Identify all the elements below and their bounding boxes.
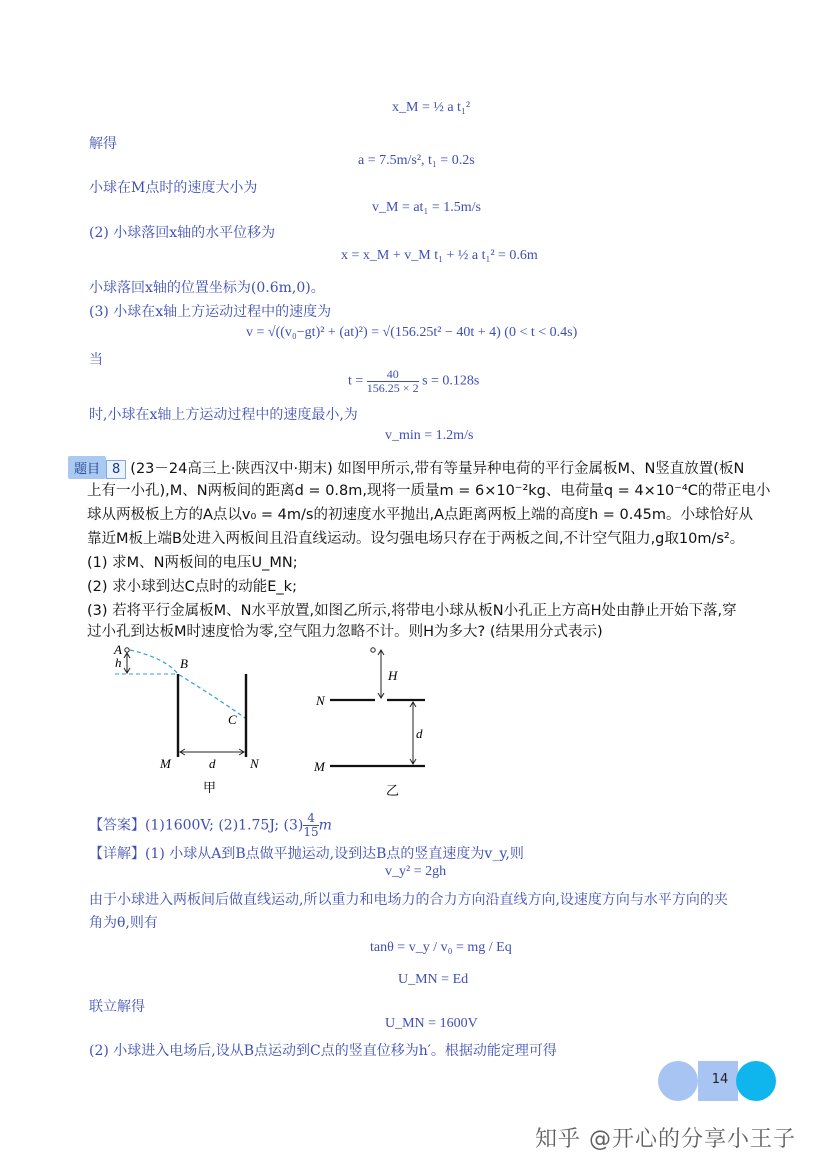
answer-frac-den: 15	[303, 825, 319, 839]
detail-p3: 角为θ,则有	[89, 915, 158, 931]
fig-jia-label-m: M	[160, 756, 171, 771]
fig-jia-label-c: C	[228, 712, 237, 727]
fig-jia-label-d: d	[209, 756, 216, 771]
page-number: 14	[711, 1072, 729, 1087]
figure-yi	[310, 640, 440, 800]
equation-vmin: v_min = 1.2m/s	[385, 428, 474, 443]
question-sub3: (3) 若将平行金属板M、N水平放置,如图乙所示,将带电小球从板N小孔正上方高H处由静止开始下落,穿	[87, 603, 737, 619]
question-sub2: (2) 求小球到达C点时的动能E_k;	[87, 579, 297, 595]
fig-jia-label-b: B	[180, 656, 188, 671]
detail-eq3: U_MN = Ed	[398, 972, 469, 987]
fig-jia-label-n: N	[250, 756, 259, 771]
text-part3: (3) 小球在x轴上方运动过程中的速度为	[89, 304, 332, 320]
equation-xm: x_M = ½ a t₁²	[392, 100, 471, 115]
fig-jia-caption: 甲	[203, 781, 217, 796]
text-landing: 小球落回x轴的位置坐标为(0.6m,0)。	[89, 280, 325, 296]
text-jiede: 解得	[89, 136, 117, 152]
equation-t: t = $\frac{40}{156.25 \times 2}$ s = 0.128s	[348, 367, 480, 395]
page-number-badge	[658, 1061, 778, 1101]
fig-yi-caption: 乙	[386, 784, 400, 799]
fig-yi-label-hh: H	[388, 668, 398, 683]
detail-lianli: 联立解得	[89, 999, 145, 1015]
fig-yi-label-m: M	[314, 759, 325, 774]
question-text-1: (23－24高三上·陕西汉中·期末) 如图甲所示,带有等量异种电荷的平行金属板M、N竖直放置(板N	[130, 461, 745, 477]
fig-yi-label-n: N	[316, 693, 325, 708]
frac-den: 156.25 × 2	[366, 381, 419, 395]
detail-p1: (1) 小球从A到B点做平抛运动,设到达B点的竖直速度为v_y,则	[145, 846, 524, 862]
answer-label: 【答案】	[89, 817, 145, 834]
answer-line	[89, 812, 332, 839]
answer-unit: m	[318, 817, 332, 834]
ball-a	[125, 648, 129, 652]
detail-label: 【详解】	[89, 846, 145, 862]
text-part2: (2) 小球落回x轴的水平位移为	[89, 225, 276, 241]
ball	[371, 648, 375, 652]
detail-p2: 由于小球进入两板间后做直线运动,所以重力和电场力的合力方向沿直线方向,设速度方向与水平方向的夹	[89, 892, 728, 908]
question-line1	[68, 456, 744, 479]
detail-p4: (2) 小球进入电场后,设从B点运动到C点的竖直位移为h′。根据动能定理可得	[89, 1043, 557, 1059]
equation-x: x = x_M + v_M t₁ + ½ a t₁² = 0.6m	[341, 248, 538, 263]
question-line3: 球从两极板上方的A点以v₀ = 4m/s的初速度水平抛出,A点距离两板上端的高度h = 0.45m。小球恰好从	[87, 507, 753, 523]
question-number: 8	[106, 460, 126, 479]
detail-eq2: tanθ = v_y / v₀ = mg / Eq	[370, 940, 512, 955]
answer-frac-num: 4	[307, 811, 315, 825]
question-sub1: (1) 求M、N两板间的电压U_MN;	[87, 555, 298, 571]
detail-eq4: U_MN = 1600V	[385, 1016, 478, 1031]
question-tag: 题目	[68, 456, 106, 479]
text-min: 时,小球在x轴上方运动过程中的速度最小,为	[89, 407, 358, 423]
equation-a: a = 7.5m/s², t₁ = 0.2s	[358, 153, 475, 168]
fig-yi-label-d: d	[416, 726, 423, 741]
figure-jia	[110, 640, 280, 800]
question-sub3b: 过小孔到达板M时速度恰为零,空气阻力忽略不计。则H为多大? (结果用分式表示)	[87, 624, 603, 640]
fig-jia-label-a: A	[114, 642, 122, 657]
detail-eq1: v_y² = 2gh	[385, 864, 447, 879]
text-dang: 当	[89, 352, 103, 368]
question-line4: 靠近M板上端B处进入两板间且沿直线运动。设匀强电场只存在于两板之间,不计空气阻力,g取10m/s²。	[87, 531, 745, 547]
equation-vm: v_M = at₁ = 1.5m/s	[372, 200, 481, 215]
fig-jia-label-h: h	[115, 655, 122, 670]
equation-v: v = √((v₀−gt)² + (at)²) = √(156.25t² − 40t + 4) (0 < t < 0.4s)	[246, 325, 578, 340]
question-line2: 上有一小孔),M、N两板间的距离d = 0.8m,现将一质量m = 6×10⁻²kg、电荷量q = 4×10⁻⁴C的带正电小	[87, 483, 771, 499]
text-speed-at-m: 小球在M点时的速度大小为	[89, 180, 258, 196]
watermark: 知乎 @开心的分享小王子	[535, 1127, 796, 1152]
answer-text: (1)1600V; (2)1.75J; (3)	[145, 817, 304, 834]
frac-num: 40	[386, 367, 399, 381]
detail-p1-line	[89, 843, 524, 863]
